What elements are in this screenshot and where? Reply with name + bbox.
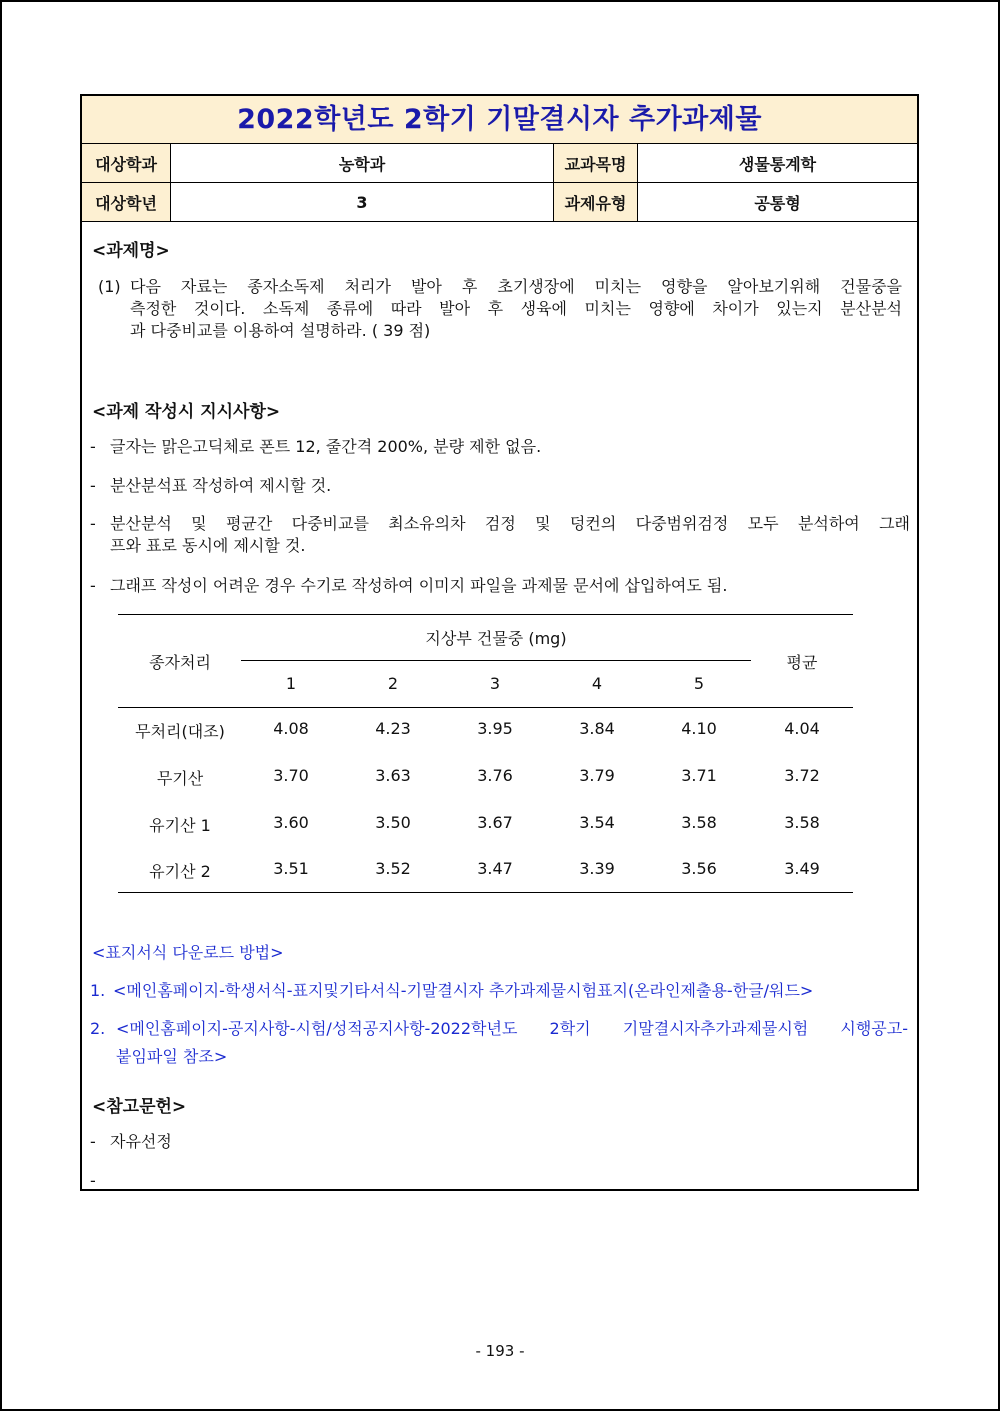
year-label: 대상학년 bbox=[82, 183, 171, 221]
table-cell: 4.10 bbox=[681, 719, 717, 738]
bullet-dash: - bbox=[90, 576, 96, 595]
instructions-heading: <과제 작성시 지시사항> bbox=[92, 402, 281, 422]
table-cell: 3.71 bbox=[681, 766, 717, 785]
references-heading: <참고문헌> bbox=[92, 1097, 187, 1117]
bullet-dash: - bbox=[90, 514, 96, 533]
table-cell: 3.95 bbox=[477, 719, 513, 738]
table-row-name: 유기산 1 bbox=[149, 816, 211, 835]
table-cell: 3.67 bbox=[477, 813, 513, 832]
type-value: 공통형 bbox=[754, 193, 801, 213]
table-row-header: 종자처리 bbox=[149, 653, 211, 672]
table-cell: 3.56 bbox=[681, 859, 717, 878]
table-col-header: 2 bbox=[387, 674, 399, 693]
page-title: 2022학년도 2학기 기말결시자 추가과제물 bbox=[82, 96, 917, 144]
download-item-number: 1. bbox=[90, 981, 106, 1000]
table-cell: 3.50 bbox=[375, 813, 411, 832]
table-cell: 3.76 bbox=[477, 766, 513, 785]
info-row-year bbox=[82, 183, 917, 222]
instruction-item: 분산분석 및 평균간 다중비교를 최소유의차 검정 및 덩컨의 다중범위검정 모두 분석하여 그래 bbox=[110, 514, 910, 533]
table-col-header: 3 bbox=[489, 674, 501, 693]
table-mean-cell: 4.04 bbox=[784, 719, 820, 738]
table-mean-cell: 3.58 bbox=[784, 813, 820, 832]
year-value: 3 bbox=[171, 183, 554, 221]
table-cell: 3.39 bbox=[579, 859, 615, 878]
table-cell: 3.60 bbox=[273, 813, 309, 832]
table-mean-cell: 3.72 bbox=[784, 766, 820, 785]
download-item-1[interactable]: <메인홈페이지-학생서식-표지및기타서식-기말결시자 추가과제물시험표지(온라인제출용-한글/워드> bbox=[113, 981, 814, 1000]
table-cell: 3.79 bbox=[579, 766, 615, 785]
bullet-dash: - bbox=[90, 1171, 96, 1190]
bullet-dash: - bbox=[90, 476, 96, 495]
task-line-3: 과 다중비교를 이용하여 설명하라. ( 39 점) bbox=[130, 321, 431, 340]
type-label: 과제유형 bbox=[554, 183, 638, 221]
bullet-dash: - bbox=[90, 437, 96, 456]
dept-value: 농학과 bbox=[171, 144, 554, 182]
table-header-rule bbox=[118, 707, 853, 708]
download-item-number: 2. bbox=[90, 1019, 106, 1038]
page-number: - 193 - bbox=[475, 1342, 525, 1360]
table-cell: 3.51 bbox=[273, 859, 309, 878]
download-item-2-cont[interactable]: 붙임파일 참조> bbox=[116, 1047, 228, 1066]
table-cell: 4.23 bbox=[375, 719, 411, 738]
course-value: 생물통계학 bbox=[738, 154, 817, 174]
table-cell: 4.08 bbox=[273, 719, 309, 738]
table-row-name: 무기산 bbox=[156, 769, 204, 788]
table-col-header: 5 bbox=[693, 674, 705, 693]
table-cell: 3.84 bbox=[579, 719, 615, 738]
table-cell: 3.70 bbox=[273, 766, 309, 785]
table-row-name: 무처리(대조) bbox=[135, 722, 225, 741]
download-heading: <표지서식 다운로드 방법> bbox=[92, 943, 284, 962]
reference-item: 자유선정 bbox=[110, 1132, 172, 1151]
table-group-rule bbox=[241, 660, 751, 661]
table-col-header: 4 bbox=[591, 674, 603, 693]
table-mean-header: 평균 bbox=[786, 653, 818, 672]
info-row-dept bbox=[82, 144, 917, 183]
task-line-2: 측정한 것이다. 소독제 종류에 따라 발아 후 생육에 미치는 영향에 차이가 있는지 분산분석 bbox=[130, 299, 902, 318]
table-top-rule bbox=[118, 614, 853, 615]
bullet-dash: - bbox=[90, 1132, 96, 1151]
instruction-item: 그래프 작성이 어려운 경우 수기로 작성하여 이미지 파일을 과제물 문서에 삽입하여도 됨. bbox=[110, 576, 728, 595]
table-cell: 3.58 bbox=[681, 813, 717, 832]
table-bottom-rule bbox=[118, 892, 853, 893]
instruction-item: 글자는 맑은고딕체로 폰트 12, 줄간격 200%, 분량 제한 없음. bbox=[110, 437, 542, 456]
download-item-2[interactable]: <메인홈페이지-공지사항-시험/성적공지사항-2022학년도 2학기 기말결시자추가과제물시험 시행공고- bbox=[116, 1019, 908, 1038]
table-row-name: 유기산 2 bbox=[149, 862, 211, 881]
table-group-header: 지상부 건물중 (mg) bbox=[425, 629, 567, 648]
task-line-1: 다음 자료는 종자소독제 처리가 발아 후 초기생장에 미치는 영향을 알아보기위해 건물중을 bbox=[130, 277, 902, 296]
task-number: (1) bbox=[98, 277, 121, 296]
table-mean-cell: 3.49 bbox=[784, 859, 820, 878]
table-cell: 3.47 bbox=[477, 859, 513, 878]
table-col-header: 1 bbox=[285, 674, 297, 693]
table-cell: 3.54 bbox=[579, 813, 615, 832]
course-label: 교과목명 bbox=[554, 144, 638, 182]
instruction-item-cont: 프와 표로 동시에 제시할 것. bbox=[110, 536, 306, 555]
task-heading: <과제명> bbox=[92, 241, 170, 261]
table-cell: 3.63 bbox=[375, 766, 411, 785]
dept-label: 대상학과 bbox=[82, 144, 171, 182]
instruction-item: 분산분석표 작성하여 제시할 것. bbox=[110, 476, 332, 495]
table-cell: 3.52 bbox=[375, 859, 411, 878]
